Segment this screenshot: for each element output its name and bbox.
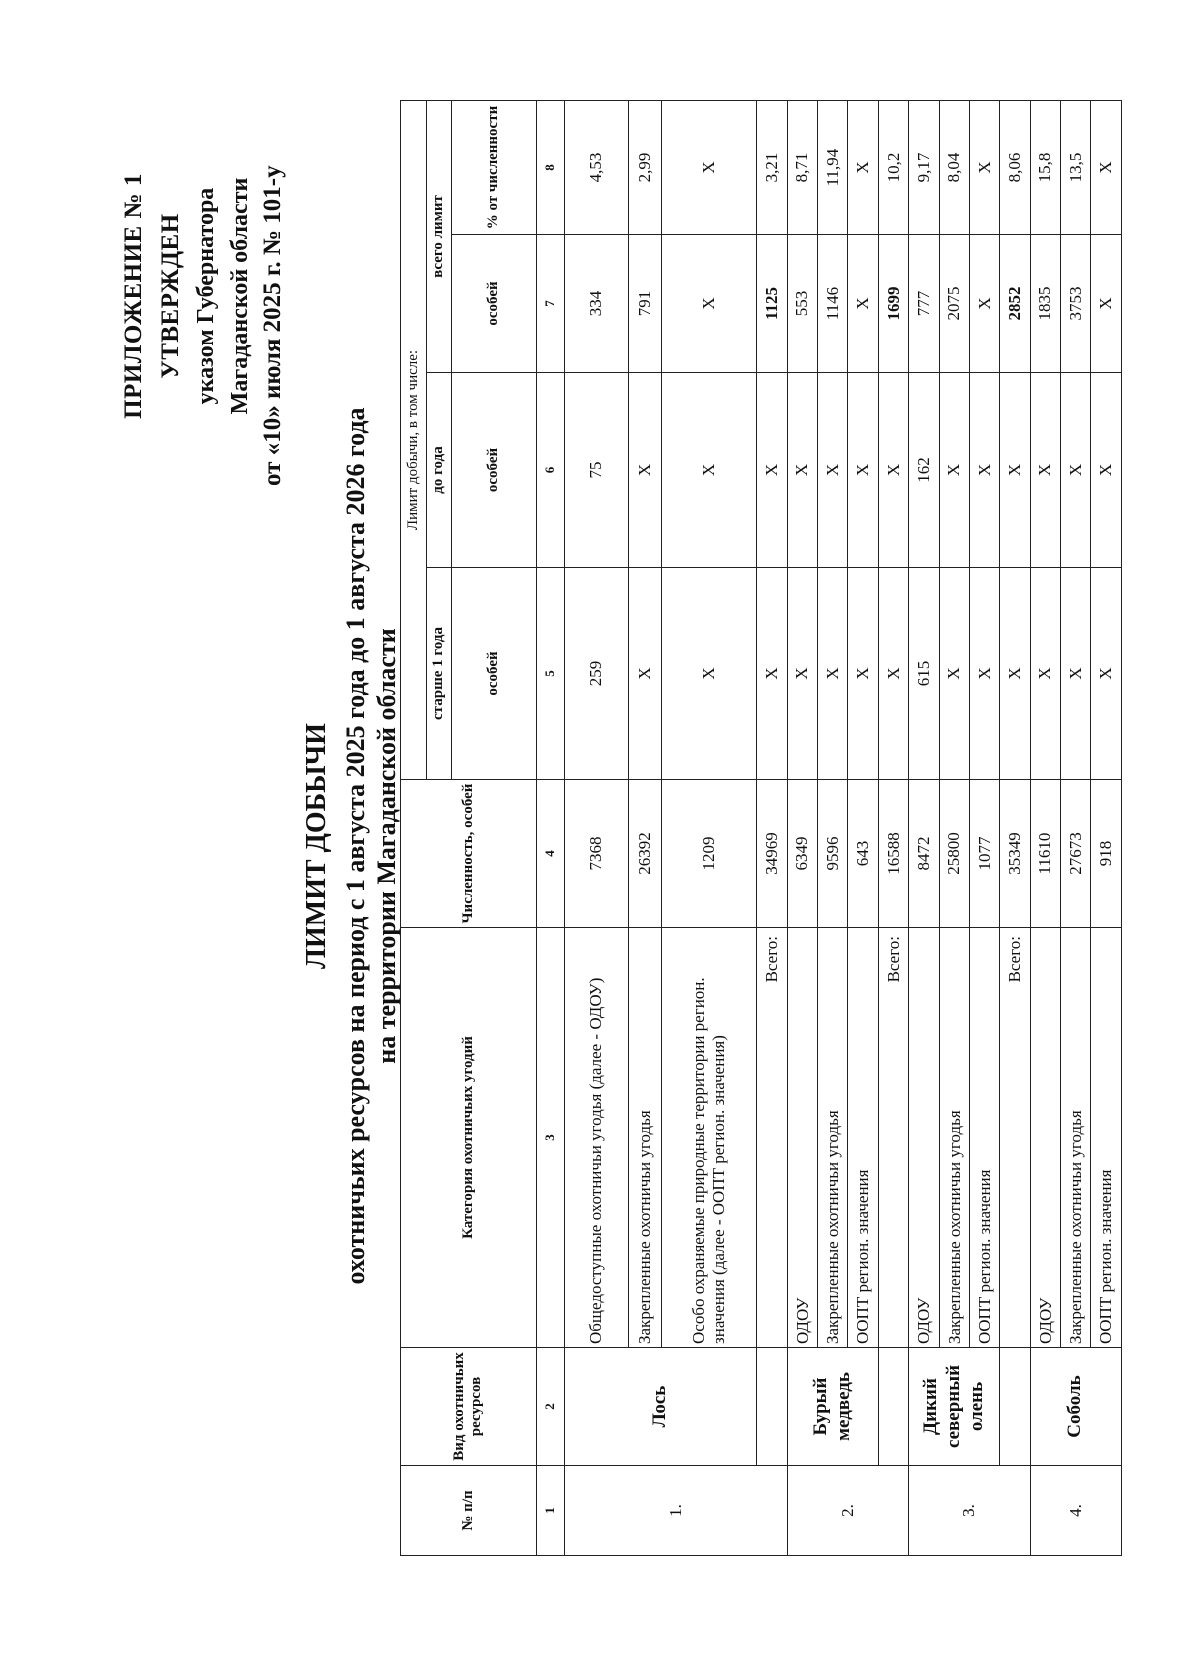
- percent-cell: Х: [969, 101, 999, 235]
- total-cell: 2075: [939, 235, 969, 373]
- table-row: [909, 101, 939, 1556]
- category-cell: ОДОУ: [787, 928, 817, 1348]
- category-cell: Закрепленные охотничьи угодья: [939, 928, 969, 1348]
- total-cell: Х: [848, 235, 878, 373]
- older-cell: Х: [818, 568, 848, 780]
- percent-cell: 8,06: [1000, 101, 1030, 235]
- approval-date: от «10» июля 2025 г. № 101-у: [258, 165, 286, 486]
- header-percent: % от численности: [452, 101, 536, 235]
- population-cell: 1209: [661, 780, 757, 928]
- col-number: 6: [536, 373, 564, 568]
- younger-cell: Х: [878, 373, 908, 568]
- older-cell: Х: [848, 568, 878, 780]
- younger-cell: Х: [1030, 373, 1060, 568]
- population-cell: 26392: [628, 780, 661, 928]
- older-cell: Х: [939, 568, 969, 780]
- subtotal-label: Всего:: [757, 928, 787, 1348]
- percent-cell: Х: [848, 101, 878, 235]
- table-row: [1030, 101, 1060, 1556]
- category-cell: Закрепленные охотничьи угодья: [818, 928, 848, 1348]
- col-number: 4: [536, 780, 564, 928]
- younger-cell: 162: [909, 373, 939, 568]
- table-row: [787, 101, 817, 1556]
- header-older: старше 1 года: [426, 568, 452, 780]
- percent-cell: Х: [661, 101, 757, 235]
- limits-table: [400, 100, 1122, 1556]
- category-cell: Закрепленные охотничьи угодья: [628, 928, 661, 1348]
- column-number-row: [536, 101, 564, 1556]
- species-name: Лось: [564, 1348, 757, 1466]
- header-population: Численность, особей: [401, 780, 537, 928]
- col-number: 7: [536, 235, 564, 373]
- header-unit: особей: [452, 373, 536, 568]
- subtotal-label: Всего:: [878, 928, 908, 1348]
- younger-cell: Х: [1061, 373, 1091, 568]
- category-cell: ООПТ регион. значения: [969, 928, 999, 1348]
- older-cell: Х: [1030, 568, 1060, 780]
- percent-cell: 11,94: [818, 101, 848, 235]
- row-number: 4.: [1030, 1466, 1121, 1556]
- population-cell: 35349: [1000, 780, 1030, 928]
- species-empty-cell: [757, 1348, 787, 1466]
- table-row: [564, 101, 628, 1556]
- total-cell: 777: [909, 235, 939, 373]
- total-cell: 791: [628, 235, 661, 373]
- younger-cell: Х: [969, 373, 999, 568]
- title-territory: на территории Магаданской области: [371, 628, 401, 1064]
- percent-cell: 10,2: [878, 101, 908, 235]
- header-category: Категория охотничьих угодий: [401, 928, 537, 1348]
- younger-cell: Х: [628, 373, 661, 568]
- percent-cell: 8,04: [939, 101, 969, 235]
- younger-cell: Х: [661, 373, 757, 568]
- younger-cell: Х: [1000, 373, 1030, 568]
- table-row-subtotal: [1000, 101, 1030, 1556]
- population-cell: 9596: [818, 780, 848, 928]
- approved-label: УТВЕРЖДЕН: [157, 213, 185, 379]
- species-name: Дикий северный олень: [909, 1348, 1000, 1466]
- header-species: Вид охотничьих ресурсов: [401, 1348, 537, 1466]
- header-total: всего лимит: [426, 101, 452, 373]
- older-cell: 615: [909, 568, 939, 780]
- percent-cell: 4,53: [564, 101, 628, 235]
- table-row: [628, 101, 661, 1556]
- col-number: 8: [536, 101, 564, 235]
- col-number: 2: [536, 1348, 564, 1466]
- table-row: [1091, 101, 1122, 1556]
- older-cell: 259: [564, 568, 628, 780]
- appendix-number: ПРИЛОЖЕНИЕ № 1: [120, 173, 147, 419]
- younger-cell: 75: [564, 373, 628, 568]
- total-cell: Х: [661, 235, 757, 373]
- subtotal-label: Всего:: [1000, 928, 1030, 1348]
- approval-region: Магаданской области: [226, 177, 253, 415]
- population-cell: 8472: [909, 780, 939, 928]
- total-cell: 2852: [1000, 235, 1030, 373]
- category-cell: Закрепленные охотничьи угодья: [1061, 928, 1091, 1348]
- total-cell: Х: [969, 235, 999, 373]
- younger-cell: Х: [939, 373, 969, 568]
- species-empty-cell: [1000, 1348, 1030, 1466]
- row-number: 3.: [909, 1466, 1031, 1556]
- approval-authority: указом Губернатора: [192, 187, 219, 405]
- row-number: 2.: [787, 1466, 909, 1556]
- population-cell: 16588: [878, 780, 908, 928]
- table-row: [818, 101, 848, 1556]
- population-cell: 25800: [939, 780, 969, 928]
- approval-stamp: [118, 96, 288, 496]
- population-cell: 7368: [564, 780, 628, 928]
- younger-cell: Х: [1091, 373, 1122, 568]
- category-cell: Общедоступные охотничьи угодья (далее - ОДОУ): [564, 928, 628, 1348]
- total-cell: 1125: [757, 235, 787, 373]
- population-cell: 643: [848, 780, 878, 928]
- title-period: охотничьих ресурсов на период с 1 августа 2025 года до 1 августа 2026 года: [340, 407, 370, 1285]
- population-cell: 34969: [757, 780, 787, 928]
- older-cell: Х: [1000, 568, 1030, 780]
- older-cell: Х: [878, 568, 908, 780]
- population-cell: 6349: [787, 780, 817, 928]
- table-row: [939, 101, 969, 1556]
- title-heading: ЛИМИТ ДОБЫЧИ: [301, 723, 332, 969]
- document-title: [300, 266, 402, 1426]
- percent-cell: 15,8: [1030, 101, 1060, 235]
- table-row: [848, 101, 878, 1556]
- population-cell: 11610: [1030, 780, 1060, 928]
- table-row: [969, 101, 999, 1556]
- older-cell: Х: [1091, 568, 1122, 780]
- percent-cell: 8,71: [787, 101, 817, 235]
- percent-cell: 13,5: [1061, 101, 1091, 235]
- header-unit: особей: [452, 568, 536, 780]
- total-cell: 1146: [818, 235, 848, 373]
- older-cell: Х: [1061, 568, 1091, 780]
- species-name: Соболь: [1030, 1348, 1121, 1466]
- older-cell: Х: [661, 568, 757, 780]
- younger-cell: Х: [818, 373, 848, 568]
- total-cell: 553: [787, 235, 817, 373]
- col-number: 1: [536, 1466, 564, 1556]
- older-cell: Х: [787, 568, 817, 780]
- category-cell: ОДОУ: [909, 928, 939, 1348]
- species-empty-cell: [878, 1348, 908, 1466]
- col-number: 5: [536, 568, 564, 780]
- header-younger: до года: [426, 373, 452, 568]
- category-cell: ООПТ регион. значения: [848, 928, 878, 1348]
- total-cell: 334: [564, 235, 628, 373]
- total-cell: Х: [1091, 235, 1122, 373]
- percent-cell: 3,21: [757, 101, 787, 235]
- category-cell: Особо охраняемые природные территории регион. значения (далее - ООПТ регион. значения): [661, 928, 757, 1348]
- total-cell: 1699: [878, 235, 908, 373]
- total-cell: 3753: [1061, 235, 1091, 373]
- percent-cell: 9,17: [909, 101, 939, 235]
- older-cell: Х: [628, 568, 661, 780]
- percent-cell: Х: [1091, 101, 1122, 235]
- table-row-subtotal: [878, 101, 908, 1556]
- category-cell: ОДОУ: [1030, 928, 1060, 1348]
- older-cell: Х: [757, 568, 787, 780]
- population-cell: 918: [1091, 780, 1122, 928]
- table-row: [1061, 101, 1091, 1556]
- col-number: 3: [536, 928, 564, 1348]
- header-unit: особей: [452, 235, 536, 373]
- header-limit-group: Лимит добычи, в том числе:: [401, 101, 427, 780]
- table-row: [661, 101, 757, 1556]
- species-name: Бурый медведь: [787, 1348, 878, 1466]
- category-cell: ООПТ регион. значения: [1091, 928, 1122, 1348]
- younger-cell: Х: [848, 373, 878, 568]
- younger-cell: Х: [757, 373, 787, 568]
- older-cell: Х: [969, 568, 999, 780]
- percent-cell: 2,99: [628, 101, 661, 235]
- population-cell: 27673: [1061, 780, 1091, 928]
- total-cell: 1835: [1030, 235, 1060, 373]
- table-row-subtotal: [757, 101, 787, 1556]
- population-cell: 1077: [969, 780, 999, 928]
- row-number: 1.: [564, 1466, 787, 1556]
- younger-cell: Х: [787, 373, 817, 568]
- header-num: № п/п: [401, 1466, 537, 1556]
